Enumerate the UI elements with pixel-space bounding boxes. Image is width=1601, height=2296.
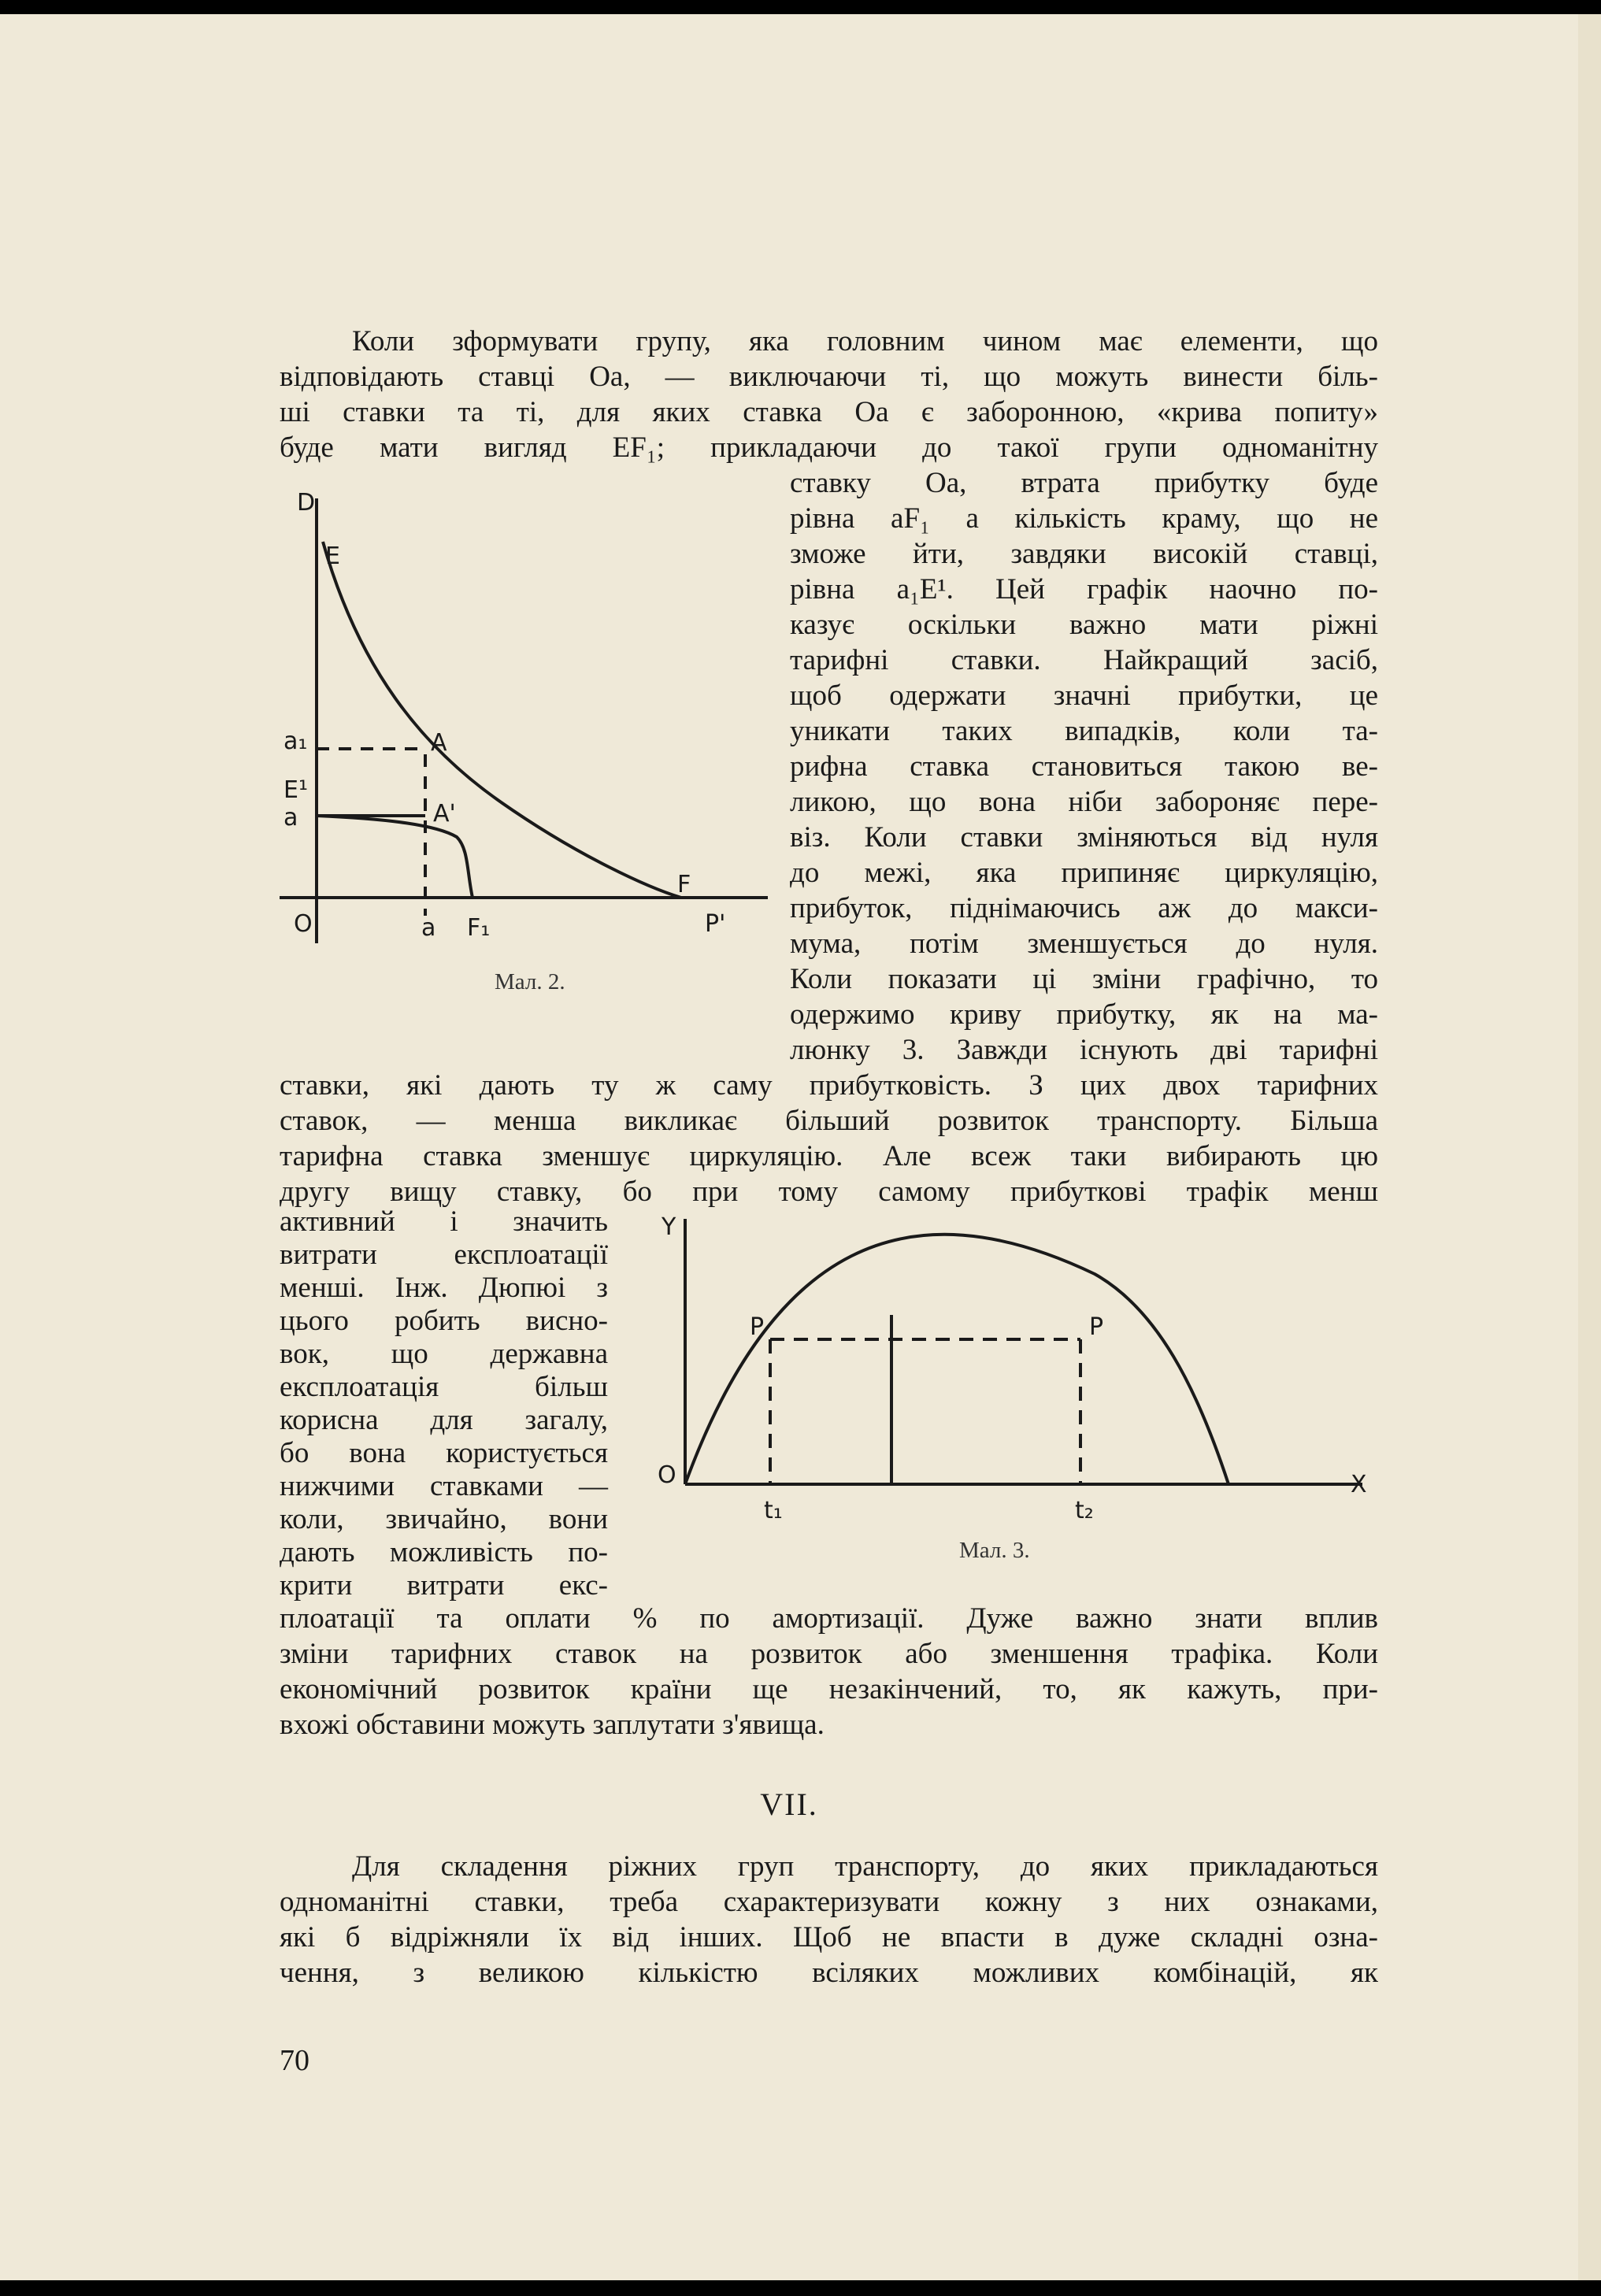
label-D: D xyxy=(297,489,316,517)
text-line: тарифна ставка зменшує циркуляцію. Але всеж таки вибирають цю xyxy=(280,1140,1378,1172)
figure-2-lower-curve xyxy=(317,816,473,898)
label-A-prime: A' xyxy=(433,800,456,828)
text-line: вок, що державна xyxy=(280,1338,608,1370)
label-P-left: P xyxy=(750,1313,765,1341)
label-X: X xyxy=(1351,1471,1367,1498)
label-F1: F₁ xyxy=(467,914,491,942)
label-E: E xyxy=(325,543,340,570)
label-P: P' xyxy=(705,910,726,938)
text-line: корисна для загалу, xyxy=(280,1404,608,1436)
text-line: до межі, яка припиняє циркуляцію, xyxy=(790,857,1378,889)
text-line: одержимо криву прибутку, як на ма- xyxy=(790,998,1378,1031)
page-number: 70 xyxy=(280,2044,309,2077)
text-line: прибуток, піднімаючись аж до макси- xyxy=(790,892,1378,924)
text-line: економічний розвиток країни ще незакінчений, то, як кажуть, при- xyxy=(280,1673,1378,1705)
text-line: казує оскільки важно мати ріжні xyxy=(790,609,1378,641)
text-line: Коли зформувати групу, яка головним чином має елементи, що xyxy=(352,325,1378,357)
text-line: які б відріжняли їх від інших. Щоб не впасти в дуже складні озна- xyxy=(280,1921,1378,1953)
text-line: цього робить висно- xyxy=(280,1305,608,1337)
text-line: рівна a₁E¹. Цей графік наочно по- xyxy=(790,573,1378,605)
text-line: одноманітні ставки, треба схарактеризувати кожну з них ознаками, xyxy=(280,1886,1378,1918)
text-line: відповідають ставці Оа, — виключаючи ті, що можуть винести біль- xyxy=(280,361,1378,393)
page-edge xyxy=(1578,14,1601,2280)
text-line: мума, потім зменшується до нуля. xyxy=(790,928,1378,960)
text-line: плоатації та оплати % по амортизації. Дуже важно знати вплив xyxy=(280,1602,1378,1635)
text-line: ставок, — менша викликає більший розвиток транспорту. Більша xyxy=(280,1105,1378,1137)
text-line: коли, звичайно, вони xyxy=(280,1503,608,1535)
text-line: витрати експлоатації xyxy=(280,1239,608,1271)
label-t1: t₁ xyxy=(764,1497,783,1524)
text-line: ставку Оа, втрата прибутку буде xyxy=(790,467,1378,499)
text-line: ші ставки та ті, для яких ставка Оа є заборонною, «крива попиту» xyxy=(280,396,1378,428)
label-O: O xyxy=(658,1461,676,1489)
label-F: F xyxy=(677,871,691,898)
text-line: Коли показати ці зміни графічно, то xyxy=(790,963,1378,995)
text-line: віз. Коли ставки зміняються від нуля xyxy=(790,821,1378,854)
label-Y: Y xyxy=(662,1213,676,1241)
text-line: щоб одержати значні прибутки, це xyxy=(790,680,1378,712)
text-line: експлоатація більш xyxy=(280,1371,608,1403)
figure-3-diagram xyxy=(654,1199,1378,1546)
text-line: чення, з великою кількістю всіляких можливих комбінацій, як xyxy=(280,1957,1378,1989)
label-a-axis: a xyxy=(421,914,436,942)
text-line: бо вона користується xyxy=(280,1437,608,1469)
text-line: рівна aF₁ а кількість краму, що не xyxy=(790,502,1378,535)
book-page xyxy=(0,14,1578,2280)
figure-2-caption: Мал. 2. xyxy=(495,969,565,994)
label-a1: a₁ xyxy=(284,728,308,755)
text-line: тарифні ставки. Найкращий засіб, xyxy=(790,644,1378,676)
text-line: вхожі обставини можуть заплутати з'явища. xyxy=(280,1709,825,1741)
text-line: уникати таких випадків, коли та- xyxy=(790,715,1378,747)
text-line: ставки, які дають ту ж саму прибутковість. З цих двох тарифних xyxy=(280,1069,1378,1102)
text-line: другу вищу ставку, бо при тому самому прибуткові трафік менш xyxy=(280,1176,1378,1208)
figure-2-diagram xyxy=(280,487,776,975)
scan-border xyxy=(0,2280,1601,2296)
text-line: зміни тарифних ставок на розвиток або зменшення трафіка. Коли xyxy=(280,1638,1378,1670)
text-line: буде мати вигляд EF₁; прикладаючи до такої групи одноманітну xyxy=(280,431,1378,464)
label-P-right: P xyxy=(1089,1313,1104,1341)
label-A: A xyxy=(431,729,447,757)
text-line: активний і значить xyxy=(280,1205,608,1238)
figure-3-caption: Мал. 3. xyxy=(959,1538,1030,1563)
label-t2: t₂ xyxy=(1075,1497,1094,1524)
text-line: зможе йти, завдяки високій ставці, xyxy=(790,538,1378,570)
figure-2-demand-curve xyxy=(323,542,681,898)
label-a-prime: a xyxy=(284,804,298,831)
text-line: крити витрати екс- xyxy=(280,1569,608,1602)
text-line: рифна ставка становиться такою ве- xyxy=(790,750,1378,783)
text-line: Для складення ріжних груп транспорту, до яких прикладаються xyxy=(352,1850,1378,1883)
text-line: нижчими ставками — xyxy=(280,1470,608,1502)
text-line: дають можливість по- xyxy=(280,1536,608,1568)
text-line: люнку 3. Завжди існують дві тарифні xyxy=(790,1034,1378,1066)
text-line: ликою, що вона ніби забороняє пере- xyxy=(790,786,1378,818)
text-line: менші. Інж. Дюпюі з xyxy=(280,1272,608,1304)
label-E1: E¹ xyxy=(284,776,308,804)
label-O: O xyxy=(294,910,313,938)
figure-3-profit-curve xyxy=(685,1235,1229,1484)
section-heading: VII. xyxy=(760,1787,818,1822)
